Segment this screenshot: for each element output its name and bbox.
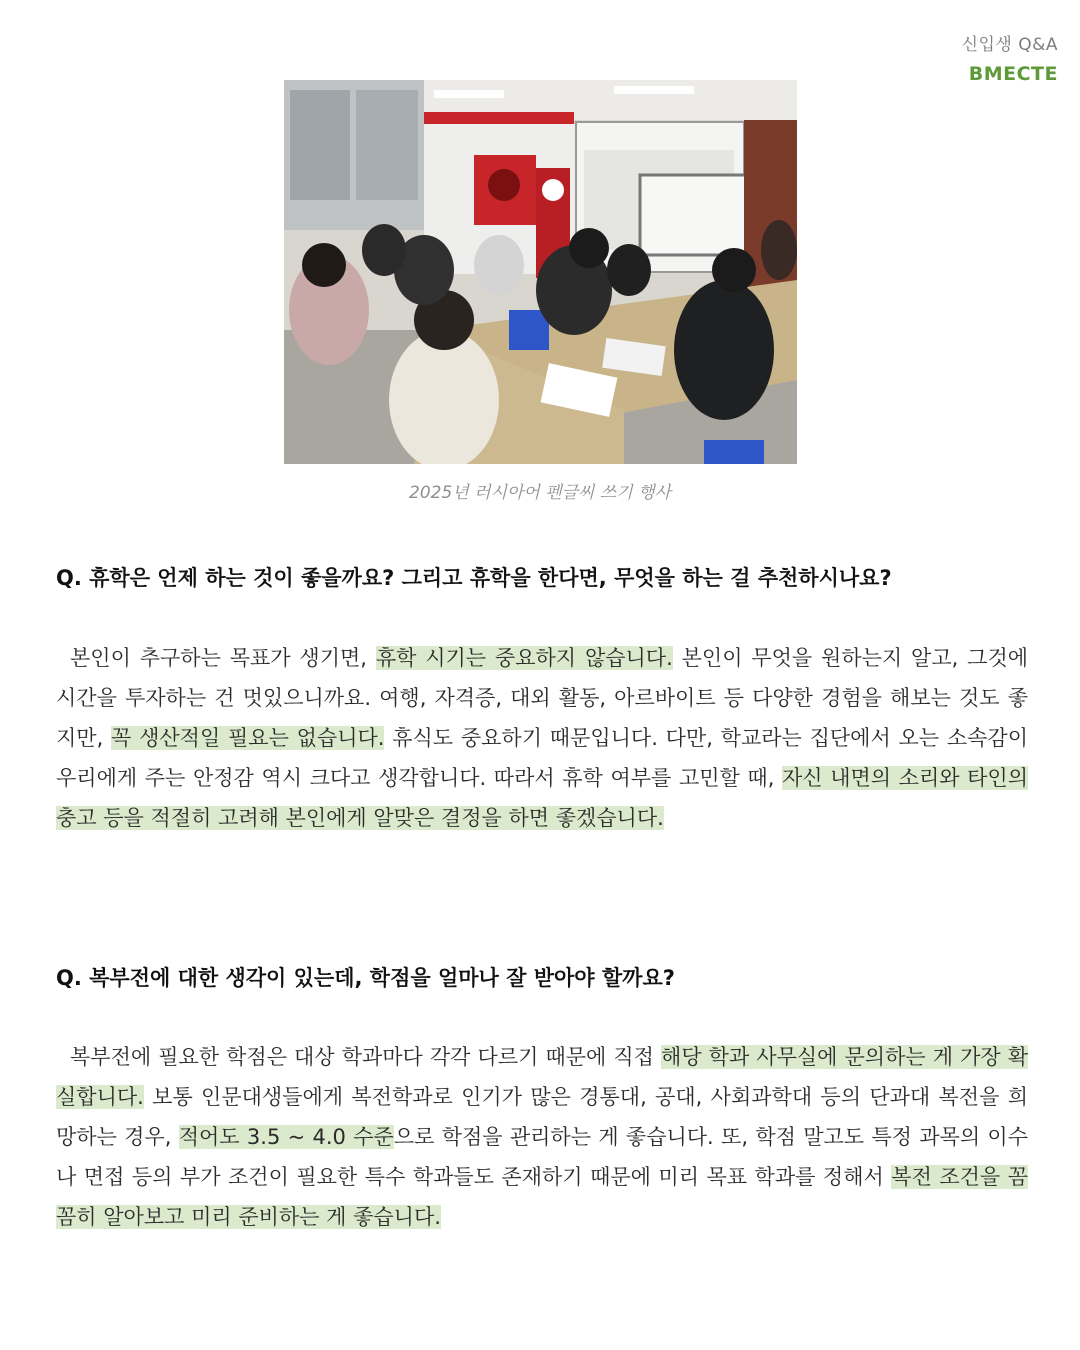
answer-text: 으로 학점을 관리하는 게 좋습니다. 또, 학점 말고도 특정 과목의 이수나 면접 등의 부가 조건이 필요한 특수 학과들도 존재하기 때문에 미리 목표 학과를 정해서 bbox=[56, 1125, 1028, 1189]
question-heading: Q. 휴학은 언제 하는 것이 좋을까요? 그리고 휴학을 한다면, 무엇을 하는 걸 추천하시나요? bbox=[56, 566, 892, 590]
highlight-text: 복전 조건을 꼼꼼히 알아보고 미리 준비하는 게 좋습니다. bbox=[56, 1165, 1028, 1229]
classroom-illustration bbox=[284, 80, 797, 464]
answer-text: 복부전에 필요한 학점은 대상 학과마다 각각 다르기 때문에 직접 bbox=[70, 1045, 662, 1069]
highlight-text: 해당 학과 사무실에 문의하는 게 가장 확실합니다. bbox=[56, 1045, 1028, 1109]
answer-text: 본인이 추구하는 목표가 생기면, bbox=[70, 646, 376, 670]
answer-text: 휴식도 중요하기 때문입니다. 다만, 학교라는 집단에서 오는 소속감이 우리에게 주는 안정감 역시 크다고 생각합니다. 따라서 휴학 여부를 고민할 때, bbox=[56, 726, 1028, 790]
brand-name: BMECTE bbox=[968, 63, 1058, 85]
highlight-text: 적어도 3.5 ~ 4.0 수준 bbox=[178, 1125, 394, 1149]
answer-paragraph bbox=[56, 638, 1028, 838]
header-subtitle: 신입생 Q&A bbox=[961, 35, 1058, 55]
answer-text: 본인이 무엇을 원하는지 알고, 그것에 시간을 투자하는 건 멋있으니까요. 여행, 자격증, 대외 활동, 아르바이트 등 다양한 경험을 해보는 것도 좋지만, bbox=[56, 646, 1029, 750]
question-heading: Q. 복부전에 대한 생각이 있는데, 학점을 얼마나 잘 받아야 할까요? bbox=[56, 966, 675, 990]
highlight-text: 자신 내면의 소리와 타인의 충고 등을 적절히 고려해 본인에게 알맞은 결정을 하면 좋겠습니다. bbox=[56, 766, 1028, 830]
event-photo bbox=[284, 80, 797, 464]
photo-caption: 2025년 러시아어 펜글씨 쓰기 행사 bbox=[409, 483, 671, 503]
highlight-text: 휴학 시기는 중요하지 않습니다. bbox=[375, 646, 673, 670]
highlight-text: 꼭 생산적일 필요는 없습니다. bbox=[111, 726, 385, 750]
page-header bbox=[962, 30, 1058, 85]
answer-text: 보통 인문대생들에게 복전학과로 인기가 많은 경통대, 공대, 사회과학대 등의 단과대 복전을 희망하는 경우, bbox=[56, 1085, 1028, 1149]
answer-paragraph bbox=[56, 1037, 1028, 1237]
